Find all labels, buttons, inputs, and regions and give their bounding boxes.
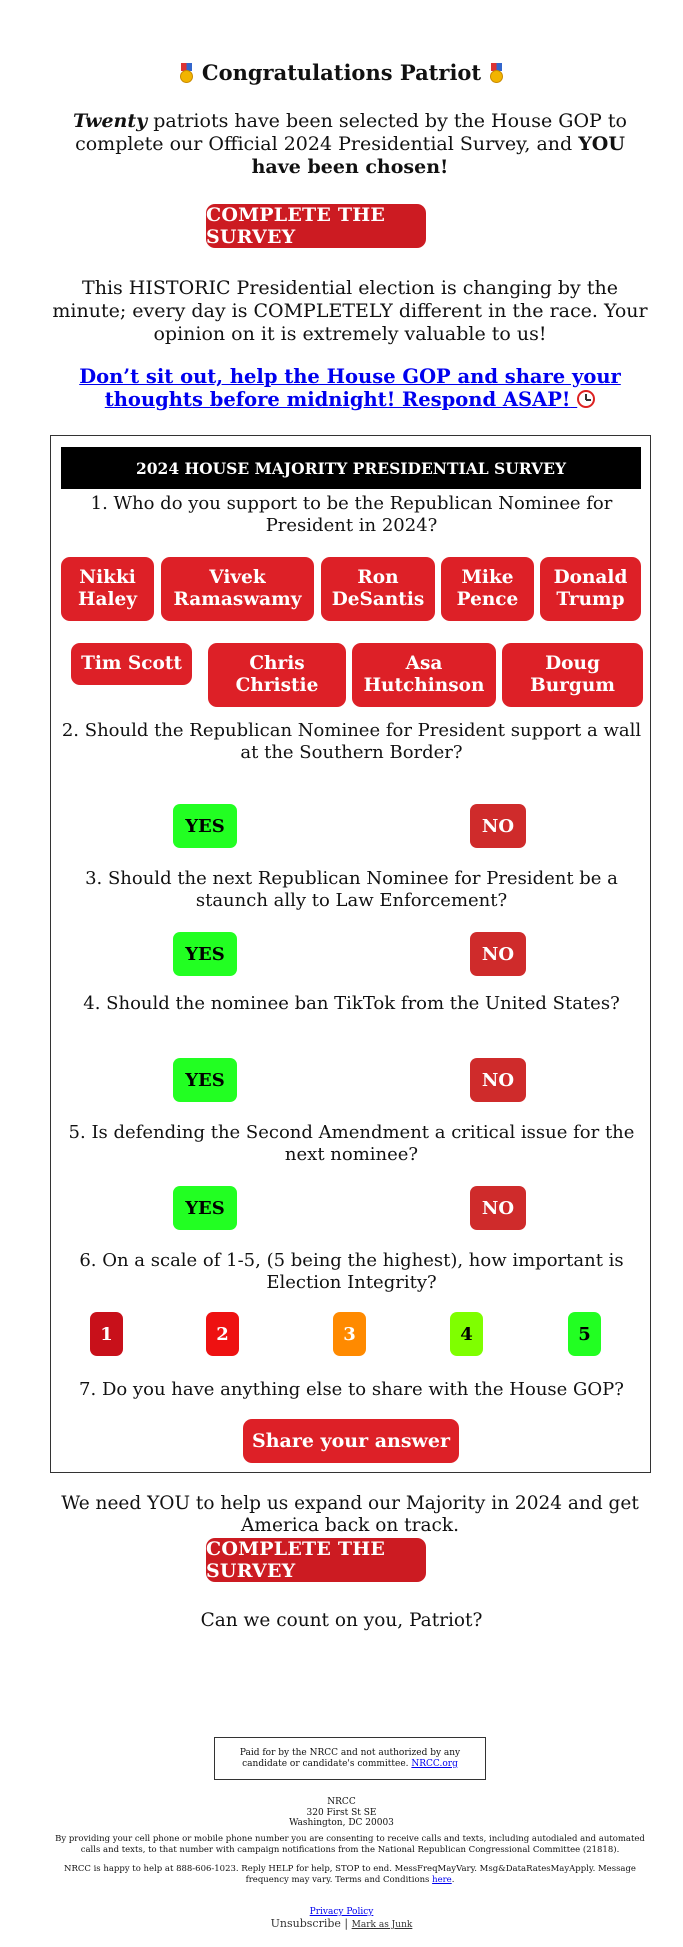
rating-3-button[interactable]: 3 <box>333 1312 366 1356</box>
rating-4-button[interactable]: 4 <box>450 1312 483 1356</box>
intro-text <box>50 110 650 179</box>
terms-here-link[interactable]: here <box>432 1874 452 1885</box>
candidate-button-pence[interactable]: Mike Pence <box>441 557 534 621</box>
share-answer-button[interactable]: Share your answer <box>243 1419 459 1463</box>
survey-title: 2024 HOUSE MAJORITY PRESIDENTIAL SURVEY <box>61 447 641 489</box>
outro-text: We need YOU to help us expand our Majority in 2024 and get America back on track. <box>61 1493 639 1536</box>
consent-text: By providing your cell phone or mobile phone number you are consenting to receive calls and texts, including autodialed and automated calls and texts, to that number with campaign notifications from the National Republican Congressional Committee (21818). <box>55 1834 645 1855</box>
alarm-clock-icon <box>577 390 595 408</box>
org-name: NRCC <box>327 1797 356 1807</box>
unsubscribe-row <box>0 1917 683 1930</box>
candidate-button-haley[interactable]: Nikki Haley <box>61 557 154 621</box>
rating-1-button[interactable]: 1 <box>90 1312 123 1356</box>
disclaimer-text: Paid for by the NRCC and not authorized by any candidate or candidate's committee. <box>239 1747 461 1769</box>
question-3: 3. Should the next Republican Nominee for President be a staunch ally to Law Enforcement? <box>85 868 618 911</box>
q4-yes-button[interactable]: YES <box>173 1058 237 1102</box>
street-address: 320 First St SE <box>306 1807 377 1818</box>
candidate-button-hutchinson[interactable]: Asa Hutchinson <box>352 643 496 707</box>
urgent-link-text[interactable]: Don’t sit out, help the House GOP and share your thoughts before midnight! Respond ASAP! <box>79 365 621 411</box>
rating-5-button[interactable]: 5 <box>568 1312 601 1356</box>
candidate-button-burgum[interactable]: Doug Burgum <box>502 643 643 707</box>
q3-yes-button[interactable]: YES <box>173 932 237 976</box>
privacy-policy-link[interactable]: Privacy Policy <box>309 1907 374 1917</box>
intro-body: patriots have been selected by the House GOP to complete our Official 2024 Presidential Survey, and <box>75 110 627 155</box>
q3-no-button[interactable]: NO <box>470 932 526 976</box>
paid-for-disclaimer <box>214 1737 486 1780</box>
question-7: 7. Do you have anything else to share with the House GOP? <box>79 1379 624 1400</box>
medal-icon <box>488 63 505 83</box>
q2-yes-button[interactable]: YES <box>173 804 237 848</box>
election-paragraph: This HISTORIC Presidential election is changing by the minute; every day is COMPLETELY different in the race. Your opinion on it is extremely valuable to us! <box>52 277 648 345</box>
urgent-link[interactable] <box>48 365 652 411</box>
page-title <box>0 60 683 85</box>
mark-as-junk-link[interactable]: Mark as Junk <box>351 1920 413 1930</box>
nrcc-link[interactable]: NRCC.org <box>411 1758 458 1769</box>
question-1: 1. Who do you support to be the Republican Nominee for President in 2024? <box>90 493 613 536</box>
help-text: NRCC is happy to help at 888-606-1023. Reply HELP for help, STOP to end. MessFreqMayVary. Msg&DataRatesMayApply. Message frequency may vary. Terms and Conditions here. <box>64 1864 636 1885</box>
intro-bold: YOU have been chosen! <box>251 133 625 178</box>
survey-box <box>50 435 651 1473</box>
help-body: NRCC is happy to help at 888-606-1023. Reply HELP for help, STOP to end. MessFreqMayVary. Msg&DataRatesMayApply. Message frequency may vary. Terms and Conditions <box>64 1864 636 1885</box>
candidate-button-ramaswamy[interactable]: Vivek Ramaswamy <box>161 557 314 621</box>
complete-survey-button-top[interactable]: COMPLETE THE SURVEY <box>206 204 426 248</box>
closing-question: Can we count on you, Patriot? <box>200 1610 483 1631</box>
question-6: 6. On a scale of 1-5, (5 being the highest), how important is Election Integrity? <box>79 1250 624 1293</box>
medal-icon <box>178 63 195 83</box>
address-block <box>0 1797 683 1829</box>
candidate-button-scott[interactable]: Tim Scott <box>71 643 192 685</box>
separator: | <box>344 1917 349 1930</box>
q5-yes-button[interactable]: YES <box>173 1186 237 1230</box>
rating-2-button[interactable]: 2 <box>206 1312 239 1356</box>
candidate-button-desantis[interactable]: Ron DeSantis <box>321 557 435 621</box>
question-5: 5. Is defending the Second Amendment a critical issue for the next nominee? <box>68 1122 635 1165</box>
candidate-button-christie[interactable]: Chris Christie <box>208 643 346 707</box>
unsubscribe-link[interactable]: Unsubscribe <box>270 1917 341 1930</box>
city-address: Washington, DC 20003 <box>289 1818 394 1828</box>
q2-no-button[interactable]: NO <box>470 804 526 848</box>
intro-lead: Twenty <box>73 110 148 132</box>
question-2: 2. Should the Republican Nominee for President support a wall at the Southern Border? <box>61 720 642 763</box>
title-text: Congratulations Patriot <box>201 60 482 85</box>
complete-survey-button-bottom[interactable]: COMPLETE THE SURVEY <box>206 1538 426 1582</box>
candidate-button-trump[interactable]: Donald Trump <box>540 557 641 621</box>
question-4: 4. Should the nominee ban TikTok from the United States? <box>83 993 620 1014</box>
q4-no-button[interactable]: NO <box>470 1058 526 1102</box>
q5-no-button[interactable]: NO <box>470 1186 526 1230</box>
